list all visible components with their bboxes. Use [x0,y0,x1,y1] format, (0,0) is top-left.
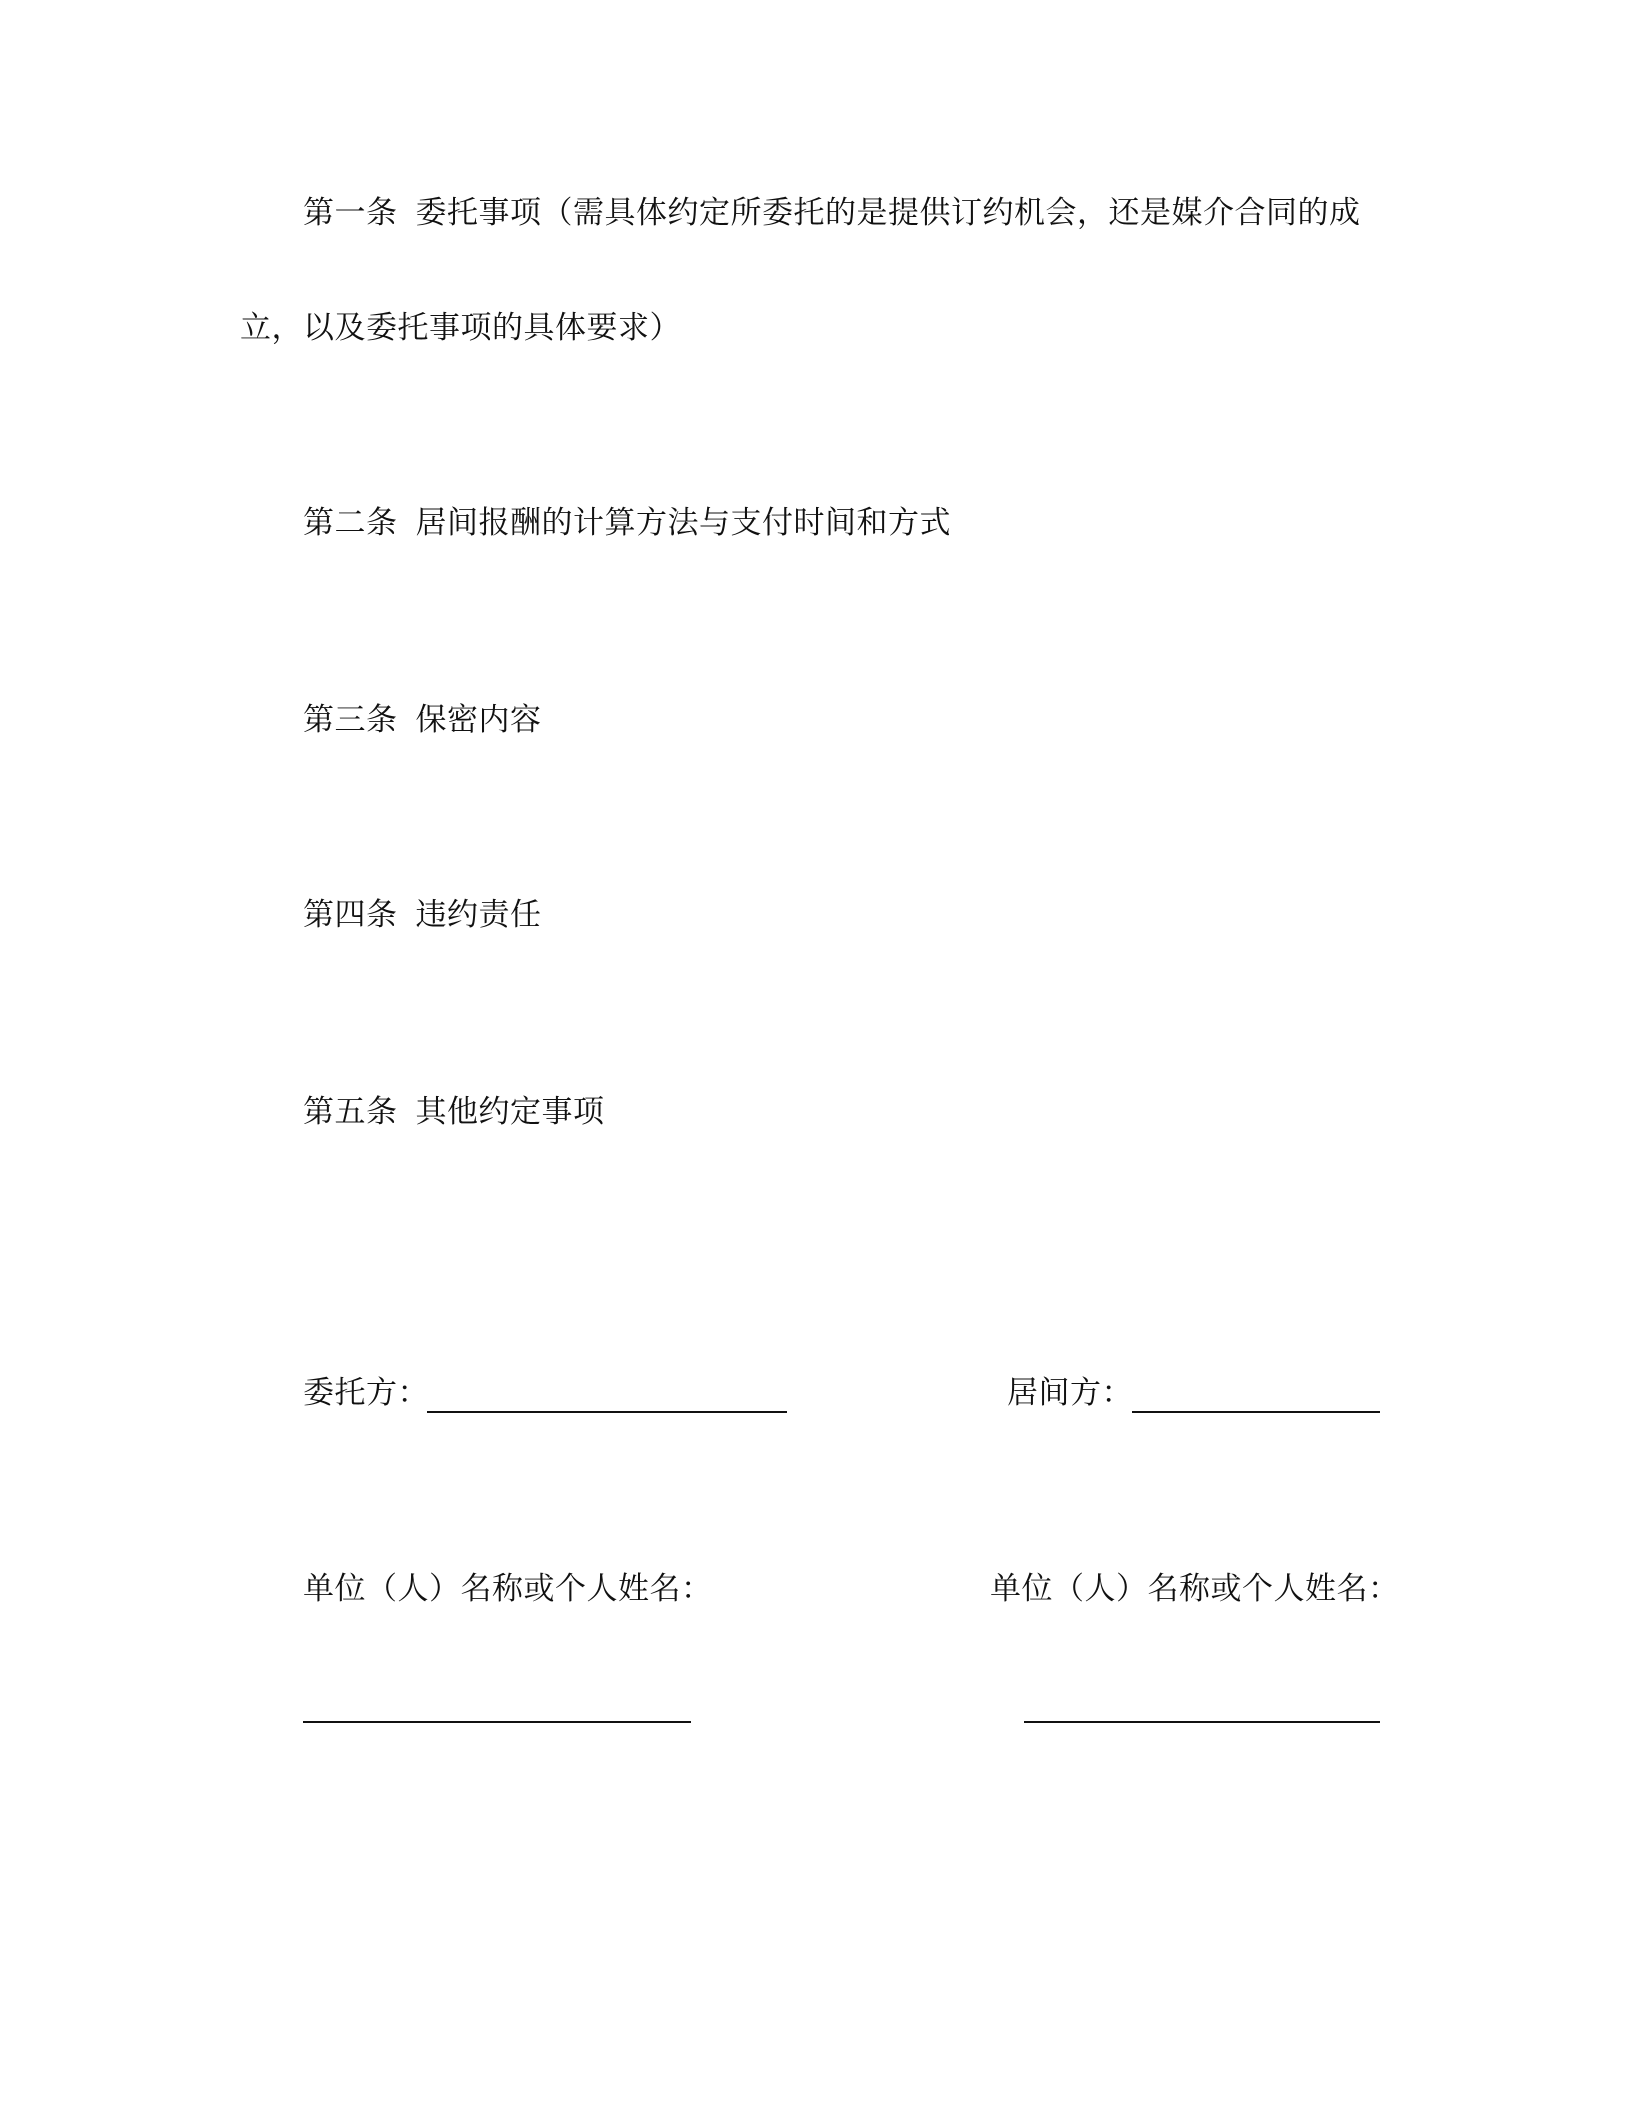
client-name-line[interactable] [303,1721,691,1723]
article-5-number: 第五条 [303,1094,398,1130]
article-2-title: 居间报酬的计算方法与支付时间和方式 [415,505,951,541]
article-1-continuation: 立，以及委托事项的具体要求） [240,310,681,346]
article-4 [303,895,542,935]
intermediary-name-label: 单位（人）名称或个人姓名： [990,1571,1400,1607]
intermediary-label: 居间方： [1007,1375,1133,1411]
article-5 [303,1092,605,1132]
article-3-number: 第三条 [303,702,398,738]
article-2 [303,503,951,543]
client-name-label: 单位（人）名称或个人姓名： [303,1571,713,1607]
intermediary-name-line[interactable] [1024,1721,1380,1723]
article-1-number: 第一条 [303,195,398,231]
client-label: 委托方： [303,1375,429,1411]
article-4-title: 违约责任 [415,897,542,933]
intermediary-signature-line[interactable] [1132,1411,1380,1413]
article-2-number: 第二条 [303,505,398,541]
article-1 [303,193,1361,233]
article-1-title: 委托事项（需具体约定所委托的是提供订约机会，还是媒介合同的成 [415,195,1361,231]
article-3 [303,700,542,740]
client-signature-line[interactable] [427,1411,787,1413]
article-4-number: 第四条 [303,897,398,933]
article-5-title: 其他约定事项 [415,1094,605,1130]
article-3-title: 保密内容 [415,702,542,738]
